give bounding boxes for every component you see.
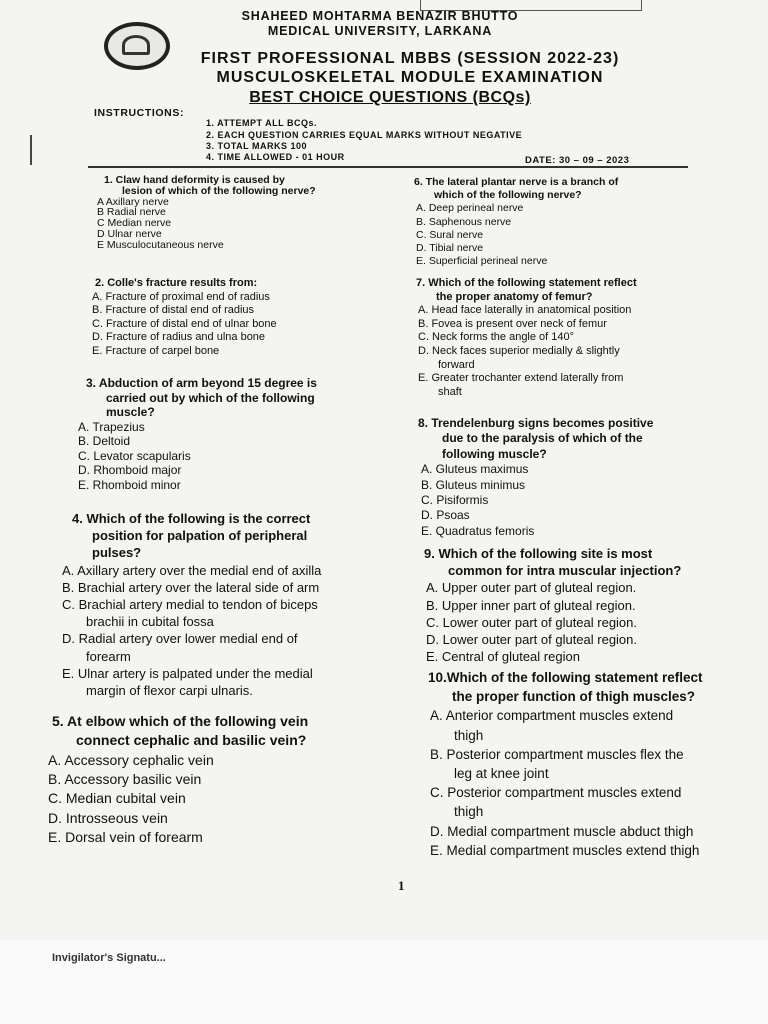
right-question-5-option: B. Posterior compartment muscles flex the [430, 746, 684, 762]
right-question-4-option: B. Upper inner part of gluteal region. [426, 597, 636, 613]
right-question-1-option: E. Superficial perineal nerve [416, 255, 548, 268]
left-question-5-option: A. Accessory cephalic vein [48, 751, 214, 768]
instruction-4: 4. TIME ALLOWED - 01 HOUR [206, 152, 345, 162]
right-question-2-option: A. Head face laterally in anatomical position [418, 304, 632, 317]
left-question-4-option: C. Brachial artery medial to tendon of biceps [62, 597, 318, 612]
right-question-4-option: E. Central of gluteal region [426, 649, 580, 665]
pen-mark [30, 135, 32, 165]
right-question-1-option: B. Saphenous nerve [416, 215, 512, 228]
left-question-2-option: A. Fracture of proximal end of radius [92, 290, 270, 303]
right-question-1-option: A. Deep perineal nerve [416, 202, 524, 215]
left-question-4-option: E. Ulnar artery is palpated under the medial [62, 665, 313, 681]
right-question-3-stem: following muscle? [442, 446, 547, 461]
right-question-2-option: shaft [438, 385, 462, 398]
right-question-5-option: C. Posterior compartment muscles extend [430, 785, 682, 801]
left-question-4-stem: position for palpation of peripheral [92, 528, 308, 544]
university-name-line1: SHAHEED MOHTARMA BENAZIR BHUTTO [241, 9, 519, 23]
right-question-3-option: B. Gluteus minimus [421, 477, 526, 492]
invigilator-signature-label: Invigilator's Signatu... [52, 952, 166, 964]
left-question-5-option: D. Introsseous vein [48, 809, 168, 826]
left-question-1-option: B Radial nerve [97, 206, 166, 219]
left-question-1-option: D Ulnar nerve [97, 228, 162, 240]
left-question-4-stem: pulses? [92, 545, 142, 561]
instruction-2: 2. EACH QUESTION CARRIES EQUAL MARKS WITHOUT NEGATIVE [206, 130, 523, 140]
right-question-2-option: C. Neck forms the angle of 140° [418, 331, 575, 344]
right-question-3-option: A. Gluteus maximus [421, 462, 529, 477]
left-question-2-stem: 2. Colle's fracture results from: [95, 277, 258, 289]
left-question-3-option: B. Deltoid [78, 434, 131, 448]
left-question-3-option: D. Rhomboid major [78, 463, 182, 477]
left-question-2-option: E. Fracture of carpel bone [92, 345, 220, 357]
right-question-2-option: B. Fovea is present over neck of femur [418, 317, 607, 330]
left-question-1-stem: lesion of which of the following nerve? [122, 184, 316, 197]
right-question-1-option: C. Sural nerve [416, 228, 484, 241]
right-question-4-option: D. Lower outer part of gluteal region. [426, 632, 638, 647]
university-name-line2: MEDICAL UNIVERSITY, LARKANA [267, 24, 493, 38]
right-question-5-option: E. Medial compartment muscles extend thigh [430, 842, 700, 858]
left-question-4-option: brachii in cubital fossa [86, 614, 214, 630]
instruction-3: 3. TOTAL MARKS 100 [206, 141, 308, 151]
left-question-4-stem: 4. Which of the following is the correct [72, 511, 311, 526]
right-question-3-option: E. Quadratus femoris [421, 523, 535, 538]
right-question-3-option: D. Psoas [421, 508, 470, 523]
right-question-4-option: C. Lower outer part of gluteal region. [426, 614, 638, 630]
left-question-1-option: C Median nerve [97, 217, 172, 230]
right-question-5-option: A. Anterior compartment muscles extend [430, 708, 674, 724]
right-question-1-option: D. Tibial nerve [416, 242, 484, 254]
header-divider [88, 166, 688, 168]
right-question-2-option: forward [438, 358, 475, 371]
right-question-2-option: E. Greater trochanter extend laterally from [418, 372, 624, 385]
page-number: 1 [398, 878, 405, 893]
instructions-label: INSTRUCTIONS: [94, 107, 185, 119]
right-question-2-stem: 7. Which of the following statement reflect [416, 277, 637, 289]
left-question-4-option: D. Radial artery over lower medial end of [62, 631, 298, 647]
right-question-1-stem: which of the following nerve? [434, 189, 582, 202]
right-question-3-stem: 8. Trendelenburg signs becomes positive [418, 416, 654, 430]
left-question-3-stem: 3. Abduction of arm beyond 15 degree is [86, 376, 317, 390]
exam-date: DATE: 30 – 09 – 2023 [525, 155, 630, 166]
right-question-3-stem: due to the paralysis of which of the [442, 431, 643, 446]
right-question-5-option: D. Medial compartment muscle abduct thigh [430, 823, 694, 839]
right-question-4-stem: 9. Which of the following site is most [424, 546, 653, 561]
exam-title-line1: FIRST PROFESSIONAL MBBS (SESSION 2022-23) [200, 50, 620, 67]
right-question-4-stem: common for intra muscular injection? [448, 563, 682, 579]
left-question-5-option: E. Dorsal vein of forearm [48, 828, 203, 845]
left-question-3-stem: muscle? [106, 405, 155, 419]
right-question-2-option: D. Neck faces superior medially & slightly [418, 345, 620, 357]
left-question-2-option: D. Fracture of radius and ulna bone [92, 331, 266, 344]
right-question-5-option: leg at knee joint [454, 766, 549, 781]
left-question-4-option: margin of flexor carpi ulnaris. [86, 683, 253, 698]
right-question-3-option: C. Pisiformis [421, 493, 489, 507]
left-question-2-option: C. Fracture of distal end of ulnar bone [92, 317, 277, 330]
left-question-1-option: E Musculocutaneous nerve [97, 238, 224, 251]
exam-title-line2: MUSCULOSKELETAL MODULE EXAMINATION [216, 69, 604, 86]
left-question-4-option: B. Brachial artery over the lateral side of arm [62, 579, 320, 595]
paper-type: BEST CHOICE QUESTIONS (BCQs) [249, 89, 531, 106]
right-question-4-option: A. Upper outer part of gluteal region. [426, 580, 637, 596]
left-question-5-stem: connect cephalic and basilic vein? [76, 732, 307, 749]
right-question-5-stem: 10.Which of the following statement reflect [428, 670, 703, 685]
left-question-5-stem: 5. At elbow which of the following vein [52, 713, 309, 729]
right-question-5-option: thigh [454, 727, 484, 743]
left-question-1-option: A Axillary nerve [97, 195, 169, 208]
right-question-5-stem: the proper function of thigh muscles? [452, 689, 695, 705]
next-sheet [0, 940, 768, 1024]
left-question-1-stem: 1. Claw hand deformity is caused by [104, 174, 285, 186]
left-question-3-option: A. Trapezius [78, 419, 145, 434]
right-question-5-option: thigh [454, 804, 484, 820]
left-question-2-option: B. Fracture of distal end of radius [92, 304, 255, 317]
instruction-1: 1. ATTEMPT ALL BCQs. [206, 118, 318, 128]
left-question-4-option: A. Axillary artery over the medial end of axilla [62, 562, 322, 578]
left-question-5-option: B. Accessory basilic vein [48, 770, 202, 787]
left-question-3-stem: carried out by which of the following [106, 390, 315, 405]
left-question-4-option: forearm [86, 648, 131, 664]
left-question-3-option: C. Levator scapularis [78, 448, 191, 463]
left-question-5-option: C. Median cubital vein [48, 790, 186, 807]
left-question-3-option: E. Rhomboid minor [78, 477, 181, 492]
right-question-1-stem: 6. The lateral plantar nerve is a branch of [414, 176, 619, 188]
right-question-2-stem: the proper anatomy of femur? [436, 290, 593, 303]
